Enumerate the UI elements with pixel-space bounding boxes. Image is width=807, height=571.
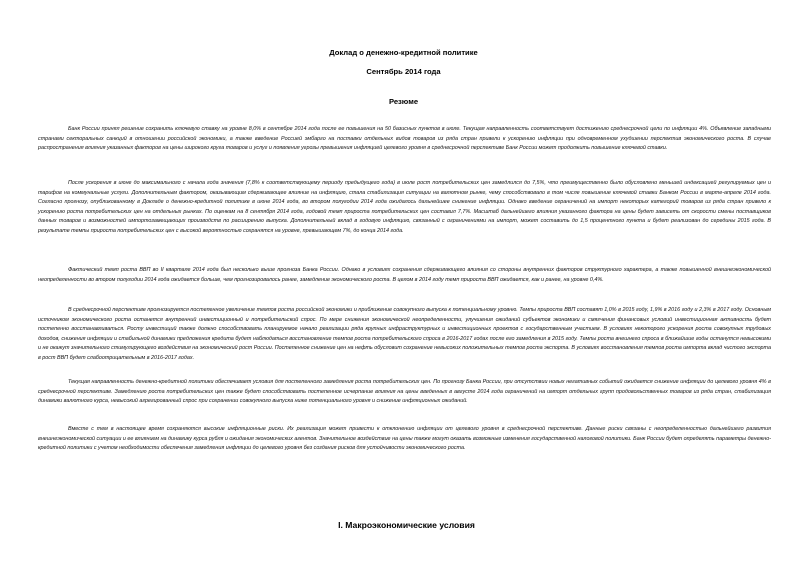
paragraph-key-rate-decision: Банк России принял решение сохранить ключевую ставку на уровне 8,0% в сентябре 2014 года после ее повышения на 50 базисных пунктов в июле. Текущая направленность соответствует достижению среднесрочной цели по инфляции 4%. Объявление западными странами секторальных санкций в отношении российской экономики, а также введение Россией эмбарго на поставки отдельных видов товаров из ряда стран привели к ускорению инфляции при одновременном ухудшении перспектив экономического роста. В случае распространения влияния указанных факторов на цены широкого круга товаров и услуг и появления угрозы превышения инфляцией целевого уровня в среднесрочной перспективе Банк России может продолжить повышение ключевой ставки. [38,126,771,151]
section-heading: I. Макроэкономические условия [338,520,475,530]
paragraph-policy-stance: Текущая направленность денежно-кредитной политики обеспечивает условия для постепенного замедления роста потребительских цен. По прогнозу Банка России, при отсутствии новых негативных событий ожидается снижение инфляции до целевого уровня 4% в среднесрочной перспективе. Замедлению роста потребительских цен также будет способствовать постепенное исчерпание влияния на цены введенных в августе 2014 года ограничений на импорт отдельных групп продовольственных товаров из ряда стран, стабилизация динамики валютного курса, невысокий агрегированный спрос при сохранении совокупного выпуска ниже потенциального уровня и снижение инфляционных ожиданий. [38,379,771,404]
paragraph-gdp-growth: Фактический темп роста ВВП во II квартале 2014 года был несколько выше прогноза Банка России. Однако в условиях сохранения сдерживающего влияния со стороны внутренних факторов структурного характера, а также повышенной внешнеэкономической неопределенности во втором полугодии 2014 года ожидается больше, чем прогнозировалось ранее, замедление экономического роста. В целом в 2014 году темп прироста ВВП ожидается, как и ранее, на уровне 0,4%. [38,267,771,283]
paragraph-inflation-risks: Вместе с тем в настоящее время сохраняются высокие инфляционные риски. Их реализация может привести к отклонению инфляции от целевого уровня в среднесрочной перспективе. Данные риски связаны с неопределенностью дальнейшего развития внешнеэкономической ситуации и ее влиянием на динамику курса рубля и ожидания экономических агентов. Значительное воздействие на цены также могут оказать возможные изменения государственной налоговой политики. Банк России будет определять параметры денежно-кредитной политики с учетом необходимости обеспечения замедления инфляции до целевого уровня без создания рисков для устойчивости экономического роста. [38,426,771,451]
paragraph-medium-term-outlook: В среднесрочной перспективе прогнозируется постепенное увеличение темпов роста российской экономики и приближение совокупного выпуска к потенциальному уровню. Темпы прироста ВВП составят 1,0% в 2015 году, 1,9% в 2016 году и 2,3% в 2017 году. Основным источником экономического роста останется внутренний инвестиционный и потребительский спрос. По мере снижения экономической неопределенности, улучшения ожиданий субъектов экономики и смягчения финансовых условий инвестиционная активность будет постепенно восстанавливаться. Росту инвестиций также должно способствовать планируемое начало реализации ряда крупных инфраструктурных и инвестиционных проектов с государственным участием. В условиях некоторого ускорения роста совокупных трудовых доходов, снижения инфляции и стабильной динамики предложения кредита будет наблюдаться восстановление темпов роста потребительского спроса в 2016-2017 годах после его замедления в 2015 году. Темпы роста внешнего спроса в ближайшие годы останутся невысокими и не окажут значительного стимулирующего воздействия на экономический рост России. Постепенное снижение цен на нефть обусловит сохранение невысоких положительных темпов роста экспорта. В условиях восстановления темпов роста импорта вклад чистого экспорта в рост ВВП будет слабоотрицательным в 2016-2017 годах. [38,307,771,361]
document-date: Сентябрь 2014 года [366,67,441,76]
summary-heading: Резюме [388,97,419,106]
paragraph-inflation-dynamics: После ускорения в июне до максимального с начала года значения (7,8% к соответствующему периоду предыдущего года) в июле рост потребительских цен замедлился до 7,5%, что преимущественно было обусловлено меньшей индексацией регулируемых цен и тарифов на коммунальные услуги. Дополнительным фактором, оказывающим сдерживающее влияние на инфляцию, стала стабилизация ситуации на валютном рынке, чему способствовало в том числе повышение ключевой ставки Банком России в марте-апреле 2014 года. Согласно прогнозу, опубликованному в Докладе о денежно-кредитной политике в июне 2014 года, во втором полугодии 2014 года ожидалось дальнейшее снижение инфляции. Однако введение ограничений на импорт некоторых категорий товаров из ряда стран привело к ускорению роста потребительских цен на отдельных рынках. По оценкам на 8 сентября 2014 года, годовой темп прироста потребительских цен составил 7,7%. Масштаб дальнейшего влияния указанного фактора на цены будет зависеть от скорости смены поставщиков данных товаров и возможностей импортозамещающих производств по расширению выпуска. Дополнительный вклад в годовую инфляцию, связанный с ограничениями на импорт, может составить до 1,5 процентного пункта и будет реализован до середины 2015 года. В результате темпы прироста потребительских цен с высокой вероятностью сохранятся на уровне, превышающем 7%, до конца 2014 года. [38,180,771,234]
document-title: Доклад о денежно-кредитной политике [329,48,478,57]
